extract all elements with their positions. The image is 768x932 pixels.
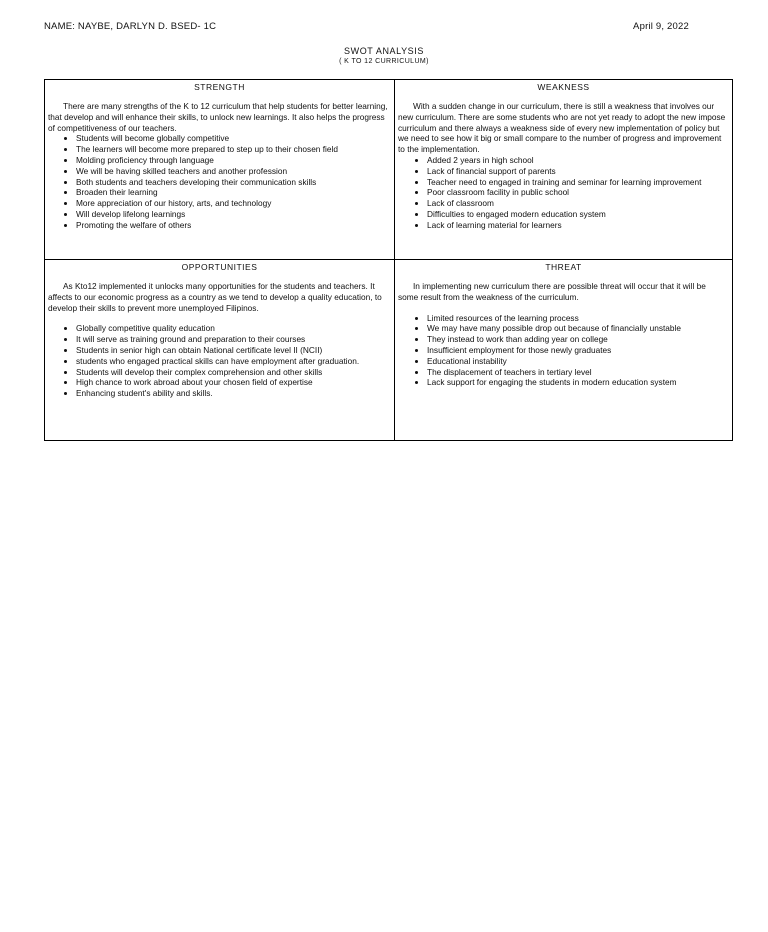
list-item: • Difficulties to engaged modern education system [427, 209, 726, 220]
weakness-list [395, 155, 732, 231]
list-item: • The displacement of teachers in tertiary level [427, 367, 726, 378]
list-item: • Broaden their learning [76, 187, 388, 198]
list-item: • Students will develop their complex comprehension and other skills [76, 367, 388, 378]
list-item: • Lack of classroom [427, 198, 726, 209]
threat-cell [395, 260, 732, 440]
strength-list [45, 133, 394, 230]
strength-heading: STRENGTH [194, 82, 245, 92]
weakness-cell [395, 80, 732, 260]
document-date: April 9, 2022 [633, 21, 689, 32]
list-item: • Teacher need to engaged in training and seminar for learning improvement [427, 177, 726, 188]
strength-intro: There are many strengths of the K to 12 curriculum that help students for better learning, that develop and will enhance their skills, to unlock new learnings. It also helps the progress of competitiveness of our teachers. [48, 101, 388, 133]
list-item: • More appreciation of our history, arts, and technology [76, 198, 388, 209]
list-item: • Will develop lifelong learnings [76, 209, 388, 220]
list-item: • Lack of learning material for learners [427, 220, 726, 231]
threat-list [395, 313, 732, 389]
document-title: SWOT ANALYSIS [344, 46, 424, 56]
list-item: • The learners will become more prepared to step up to their chosen field [76, 144, 388, 155]
list-item: • High chance to work abroad about your chosen field of expertise [76, 377, 388, 388]
document-subtitle: ( K TO 12 CURRICULUM) [339, 58, 429, 65]
list-item: • Added 2 years in high school [427, 155, 726, 166]
list-item: • It will serve as training ground and preparation to their courses [76, 334, 388, 345]
list-item: • Students will become globally competitive [76, 133, 388, 144]
list-item: • Both students and teachers developing their communication skills [76, 177, 388, 188]
opportunities-heading: OPPORTUNITIES [181, 262, 258, 272]
opportunities-list [45, 323, 394, 399]
list-item: • Molding proficiency through language [76, 155, 388, 166]
list-item: • Lack of financial support of parents [427, 166, 726, 177]
list-item: • students who engaged practical skills can have employment after graduation. [76, 356, 388, 367]
swot-table [44, 79, 733, 441]
list-item: • Poor classroom facility in public school [427, 187, 726, 198]
opportunities-intro: As Kto12 implemented it unlocks many opportunities for the students and teachers. It affects to our economic progress as a country as we tend to develop a quality education, to develop their skills to prevent more unemployed Filipinos. [48, 281, 382, 313]
list-item: • Lack support for engaging the students in modern education system [427, 377, 726, 388]
list-item: • They instead to work than adding year on college [427, 334, 726, 345]
list-item: • Limited resources of the learning process [427, 313, 726, 324]
list-item: • Promoting the welfare of others [76, 220, 388, 231]
strength-cell [45, 80, 395, 260]
list-item: • Students in senior high can obtain National certificate level II (NCII) [76, 345, 388, 356]
student-name-line: NAME: NAYBE, DARLYN D. BSED- 1C [44, 21, 217, 32]
weakness-intro: With a sudden change in our curriculum, there is still a weakness that involves our new curriculum. There are some students who are not yet ready to adopt the new impose curriculum and there always a weakness side of every new implementation of policy but we need to see how it big or small compare to the number of progress and improvement to the implementation. [398, 101, 726, 155]
list-item: • Educational instability [427, 356, 726, 367]
threat-heading: THREAT [545, 262, 582, 272]
list-item: • Globally competitive quality education [76, 323, 388, 334]
weakness-heading: WEAKNESS [537, 82, 590, 92]
list-item: • Insufficient employment for those newly graduates [427, 345, 726, 356]
list-item: • We may have many possible drop out because of financially unstable [427, 323, 726, 334]
threat-intro: In implementing new curriculum there are possible threat will occur that it will be some result from the weakness of the curriculum. [398, 281, 706, 302]
list-item: • Enhancing student's ability and skills. [76, 388, 388, 399]
opportunities-cell [45, 260, 395, 440]
list-item: • We will be having skilled teachers and another profession [76, 166, 388, 177]
